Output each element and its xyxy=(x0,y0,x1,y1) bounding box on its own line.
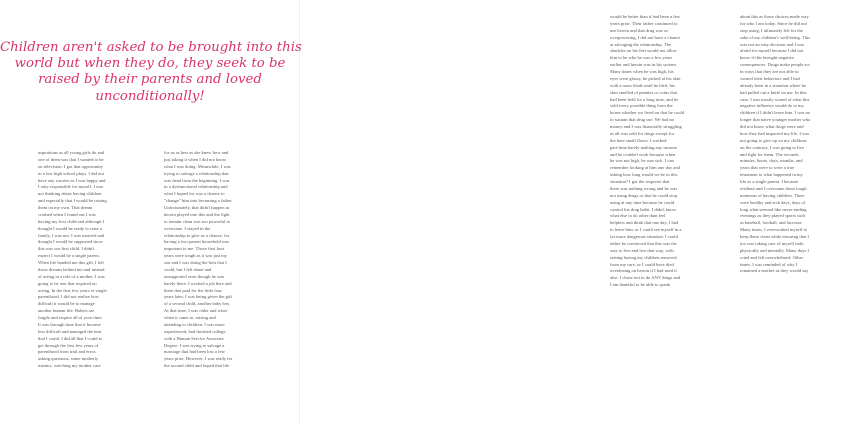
body-text-line: times, I was reminded of why I xyxy=(740,261,798,267)
body-text-line: there was nothing wrong and he was xyxy=(610,185,678,191)
body-text-line: was not an easy decision and I was xyxy=(740,41,805,47)
body-text-line: use heroin and that drug was so xyxy=(610,27,668,33)
pull-quote-line: world but when they do, they seek to be xyxy=(14,56,286,72)
body-text-line: of acting in a role of a mother, I was xyxy=(38,273,105,279)
body-text-line: that I could. I did all that I could to xyxy=(38,335,103,341)
body-text-line: already been in a situation where he xyxy=(740,82,807,88)
body-text-line: had been held for a long time, and he xyxy=(610,96,679,102)
body-text-line: instinct, watching my mother care xyxy=(38,363,101,369)
body-text-line: heroin played into this and the fight xyxy=(164,211,230,217)
body-text-line: barely there. I worked a job here and xyxy=(164,280,232,286)
body-text-line: get through the first few years of xyxy=(38,342,99,348)
body-text-line: house whether we lived on that he could xyxy=(610,110,685,116)
body-text-line: overpowering, I did not have a chance xyxy=(610,34,681,40)
body-text-line: afraid for myself because I did not xyxy=(740,48,804,54)
body-text-line: Unfortunately, that didn't happen as xyxy=(164,205,230,210)
body-text-line: fragile and require all of your time. xyxy=(38,315,103,320)
pull-quote-line: unconditionally! xyxy=(95,88,205,104)
body-text-line: as all was sold for drugs except for xyxy=(610,130,675,136)
body-text-line: crashed when I found out I was xyxy=(38,211,96,217)
body-text-line: parenthood, I did not realize how xyxy=(38,294,99,300)
body-text-line: aspirations as all young girls do and xyxy=(38,150,105,155)
body-text-line: was dead from the beginning. I was xyxy=(164,177,230,183)
body-text-line: have any worries as I was happy and xyxy=(38,177,106,183)
body-text-line: in ways that they are not able to xyxy=(740,69,799,74)
body-text-line: were healthy and sick days, days of xyxy=(740,199,806,205)
body-text-line: remained a mother as they would say xyxy=(740,268,809,274)
body-text-line: acting. In the first few years of single xyxy=(38,287,107,293)
body-text-line: minutes, hours, days, months, and xyxy=(740,158,803,164)
body-text-line: years that were to were a true xyxy=(740,165,795,171)
body-text-line: "change" him into becoming a father. xyxy=(164,198,233,204)
body-text-line: evenings as they played sports such xyxy=(740,213,806,219)
body-text-line: situation? I got the response that xyxy=(610,179,670,184)
text-column-3 xyxy=(610,14,730,289)
body-text-line: attending to children. I was more xyxy=(164,321,225,327)
body-text-line: unsupported even though he was xyxy=(164,273,225,279)
body-text-line: marriage that had been lost a few xyxy=(164,349,225,355)
body-text-line: trying to salvage a relationship that xyxy=(164,170,229,176)
body-text-line: overcome. I stayed in the xyxy=(164,225,211,231)
body-text-line: either be convinced that this was the xyxy=(610,240,677,246)
body-text-line: years prior. Their father continued to xyxy=(610,20,678,26)
body-text-line: case, I was mostly scared of what this xyxy=(740,96,810,102)
body-text-line: At that time, I was older and wiser xyxy=(164,308,228,314)
body-text-line: what I was doing. Meanwhile, I was xyxy=(164,163,231,169)
body-text-line: I am thankful to be able to speak xyxy=(610,282,671,288)
body-text-line: what else to do other than feel xyxy=(610,213,666,219)
body-text-line: skin smelled of pennies or coins that xyxy=(610,89,678,95)
body-text-line: on the contrary, I was going to live xyxy=(740,144,804,150)
body-text-line: part-time barely making any income xyxy=(610,144,677,150)
left-page-body xyxy=(38,150,288,410)
body-text-line: for who I am today. Since he did not xyxy=(740,20,807,26)
body-text-line: family, I was not. I was married and xyxy=(38,232,105,238)
text-column-1 xyxy=(38,150,158,370)
text-column-4 xyxy=(740,14,860,275)
body-text-line: years later, I was being given the gift xyxy=(164,294,232,300)
body-text-line: sold every possible thing from the xyxy=(610,103,673,109)
pull-quote xyxy=(0,40,300,105)
body-text-line: thought I would be ready to raise a xyxy=(38,225,102,231)
body-text-line: I only responsible for myself. I was xyxy=(38,184,104,190)
body-text-line: years were tough as it was just my xyxy=(164,253,228,259)
body-text-line: at salvaging the relationship. The xyxy=(610,41,672,47)
body-text-line: children if I didn't leave him. I was no xyxy=(740,110,811,116)
body-text-line: to leave him, or I could see myself in a xyxy=(610,227,682,233)
body-text-line: asking questions, some motherly xyxy=(38,356,99,362)
body-text-line: helpless and think that one day, I had xyxy=(610,220,679,226)
text-column-2 xyxy=(164,150,284,370)
body-text-line: in a few high school plays. I did not xyxy=(38,170,104,176)
body-text-line: stop using, I ultimately left for the xyxy=(740,27,803,33)
body-text-line: and fight for them. The seconds, xyxy=(740,151,800,157)
body-text-line: would be better than it had been a few xyxy=(610,14,681,19)
body-text-line: from my care, or I could have died xyxy=(610,261,674,267)
body-text-line: thought I would be supported since xyxy=(38,239,103,245)
body-text-line: to sustain that drug use. We had no xyxy=(610,117,675,123)
body-text-line: money and I was financially struggling xyxy=(610,124,682,129)
body-text-line: control their behaviors and I had xyxy=(740,75,800,81)
body-text-line: using at any time because he could xyxy=(610,199,675,205)
body-text-line: how they had impacted my life. I was xyxy=(740,130,810,136)
body-text-line: those dreams behind me and instead xyxy=(38,266,105,272)
body-text-line: and especially that I would be raising xyxy=(38,198,107,204)
body-text-line: less difficult and managed the best xyxy=(38,328,102,334)
body-text-line: negative influence would do to my xyxy=(740,103,804,109)
body-text-line: years prior. However, I was ready for xyxy=(164,356,233,362)
body-text-line: far more dangerous situation. I could xyxy=(610,234,678,239)
right-page xyxy=(300,0,811,424)
body-text-line: not thinking about having children xyxy=(38,191,102,197)
body-text-line: one of them was that I wanted to be xyxy=(38,156,104,162)
body-text-line: Degree. I was trying to salvage a xyxy=(164,342,225,348)
body-text-line: having my first child and although I xyxy=(38,218,105,224)
body-text-line: and he couldn't work because when xyxy=(610,151,676,157)
body-text-line: know if this brought negative xyxy=(740,55,795,61)
body-text-line: with a razor blade until he bled, his xyxy=(610,82,675,88)
body-text-line: sake of my children's well-being. This xyxy=(740,34,811,40)
body-text-line: Many times, I overworked myself to xyxy=(740,227,808,233)
body-text-line: It was through time that it became xyxy=(38,321,101,327)
body-text-line: this was our first child. I didn't xyxy=(38,246,95,252)
body-text-line: shackles on his feet would not allow xyxy=(610,48,677,54)
body-text-line: going to be one that required no xyxy=(38,280,97,286)
body-text-line: experienced, had finished college xyxy=(164,328,226,334)
body-text-line: him to be who he was a few years xyxy=(610,55,673,61)
body-text-line: important to me. Those first four xyxy=(164,246,225,252)
body-text-line: When life handed me this gift, I left xyxy=(38,260,104,265)
body-text-line: in a dysfunctional relationship and xyxy=(164,184,228,190)
body-text-line: cried and felt overwhelmed. Other xyxy=(740,254,804,260)
body-text-line: longer that naive younger mother who xyxy=(740,117,811,123)
body-text-line: also. I chose not to do ANY drugs and xyxy=(610,275,681,281)
pull-quote-line: Children aren't asked to be brought into this xyxy=(0,40,302,55)
body-text-line: physically and mentally. Many days I xyxy=(740,247,809,253)
body-text-line: remember looking at him one day and xyxy=(610,165,680,171)
body-text-line: too was taking care of myself both xyxy=(740,240,804,246)
body-text-line: just taking it when I did not know xyxy=(164,156,227,162)
body-text-line: when it came to, raising and xyxy=(164,315,216,320)
body-text-line: did not know what drugs were and xyxy=(740,124,804,129)
body-text-line: the bare small floors. I worked xyxy=(610,137,667,143)
body-text-line: with a Human Service Associate xyxy=(164,335,224,341)
body-text-line: relationship to give us a chance, for xyxy=(164,232,230,238)
body-text-line: earlier and heroin was in his system. xyxy=(610,62,677,68)
body-text-line: what I hoped for was a chance to xyxy=(164,191,225,197)
body-text-line: could, but I felt alone and xyxy=(164,266,212,272)
body-text-line: moments of having children. There xyxy=(740,192,805,198)
body-text-line: son and I was doing the best that I xyxy=(164,260,227,265)
body-text-line: parenthood from trial and error, xyxy=(38,349,97,355)
body-text-line: expect I would be a single parent. xyxy=(38,253,100,259)
body-text-line: not using drugs or that he could stop xyxy=(610,192,677,198)
left-page xyxy=(0,0,300,424)
body-text-line: asking how long would we be in this xyxy=(610,172,678,178)
body-text-line: about this as those choices made way xyxy=(740,14,809,19)
body-text-line: raising having my children removed xyxy=(610,254,677,260)
body-text-line: them on my own. That dream xyxy=(38,205,93,210)
pull-quote-line: raised by their parents and loved xyxy=(38,72,262,88)
body-text-line: overdosing on heroin if I had used it xyxy=(610,268,677,274)
body-text-line: of a second child, another baby boy. xyxy=(164,301,231,307)
body-text-line: to remain clean was too powerful to xyxy=(164,218,231,224)
body-text-line: having a two-parent household was xyxy=(164,239,230,245)
body-text-line: consequences. Drugs make people act xyxy=(740,62,810,68)
body-text-line: there that paid for the little four xyxy=(164,287,222,293)
body-text-line: control his drug habit. I didn't know xyxy=(610,206,677,212)
body-text-line: had pulled out a knife on me. In this xyxy=(740,89,807,95)
body-text-line: not going to give up on my children; xyxy=(740,137,808,143)
right-page-body xyxy=(610,14,862,410)
body-text-line: the second child and hoped that life xyxy=(164,363,230,369)
body-text-line: long what seemed like never-ending xyxy=(740,206,807,212)
body-text-line: difficult it would be to manage xyxy=(38,301,95,307)
body-text-line: Many times when he was high, his xyxy=(610,69,674,74)
body-text-line: he was not high, he was sick. I can xyxy=(610,158,674,164)
body-text-line: eyes were glassy, he picked at his skin xyxy=(610,75,681,81)
body-text-line: for us as best as she knew how and xyxy=(164,150,229,155)
body-text-line: another human life. Babies are xyxy=(38,308,95,314)
body-text-line: resilient and I overcame those tough xyxy=(740,185,807,191)
body-text-line: testament to what happened in my xyxy=(740,172,803,178)
body-text-line: keep them clean while ensuring that I xyxy=(740,234,809,239)
body-text-line: life as a single parent. I became xyxy=(740,179,799,184)
body-text-line: as baseball, football, and lacrosse. xyxy=(740,220,803,226)
body-text-line: on television. I got that opportunity xyxy=(38,163,104,169)
body-text-line: way to live and live that way; with xyxy=(610,247,674,253)
